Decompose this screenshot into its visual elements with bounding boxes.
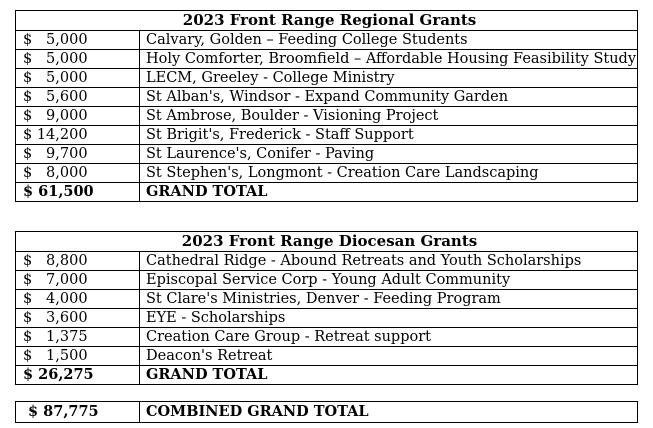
grant-description: St Brigit's, Frederick - Staff Support (140, 126, 638, 145)
table-row (16, 252, 638, 271)
table-row (16, 309, 638, 328)
combined-total-amount: $ 87,775 (16, 402, 140, 423)
grant-description: EYE - Scholarships (140, 309, 638, 328)
table-row (16, 126, 638, 145)
diocesan-total-row (16, 366, 638, 385)
grant-description: St Ambrose, Boulder - Visioning Project (140, 107, 638, 126)
diocesan-total-label: GRAND TOTAL (140, 366, 638, 385)
grant-description: LECM, Greeley - College Ministry (140, 69, 638, 88)
table-row (16, 347, 638, 366)
grant-amount: $ 5,000 (16, 69, 140, 88)
grant-description: Holy Comforter, Broomfield – Affordable Housing Feasibility Study (140, 50, 638, 69)
grant-description: Cathedral Ridge - Abound Retreats and Youth Scholarships (140, 252, 638, 271)
grant-amount: $ 8,000 (16, 164, 140, 183)
regional-total-label: GRAND TOTAL (140, 183, 638, 202)
grant-amount: $ 7,000 (16, 271, 140, 290)
table-title-row (16, 11, 638, 31)
diocesan-grants-table (15, 231, 638, 385)
table-row (16, 50, 638, 69)
regional-total-amount: $ 61,500 (16, 183, 140, 202)
combined-total-label: COMBINED GRAND TOTAL (140, 402, 638, 423)
regional-grants-table (15, 10, 638, 202)
diocesan-grants-title: 2023 Front Range Diocesan Grants (16, 232, 638, 252)
grant-amount: $ 5,000 (16, 50, 140, 69)
grant-amount: $ 8,800 (16, 252, 140, 271)
table-row (16, 145, 638, 164)
table-title-row (16, 232, 638, 252)
regional-grants-title: 2023 Front Range Regional Grants (16, 11, 638, 31)
grant-amount: $ 4,000 (16, 290, 140, 309)
diocesan-grant-rows (16, 252, 638, 366)
grant-amount: $ 5,600 (16, 88, 140, 107)
grant-amount: $ 3,600 (16, 309, 140, 328)
grant-amount: $ 9,000 (16, 107, 140, 126)
table-row (16, 164, 638, 183)
table-row (16, 31, 638, 50)
grant-description: Creation Care Group - Retreat support (140, 328, 638, 347)
table-row (16, 290, 638, 309)
grant-description: St Laurence's, Conifer - Paving (140, 145, 638, 164)
grant-amount: $ 5,000 (16, 31, 140, 50)
grant-amount: $ 1,500 (16, 347, 140, 366)
diocesan-total-amount: $ 26,275 (16, 366, 140, 385)
grant-description: St Alban's, Windsor - Expand Community Garden (140, 88, 638, 107)
grant-description: Calvary, Golden – Feeding College Students (140, 31, 638, 50)
grant-amount: $ 1,375 (16, 328, 140, 347)
table-row (16, 88, 638, 107)
grant-description: St Clare's Ministries, Denver - Feeding Program (140, 290, 638, 309)
grant-description: St Stephen's, Longmont - Creation Care Landscaping (140, 164, 638, 183)
table-row (16, 107, 638, 126)
regional-grant-rows (16, 31, 638, 183)
table-row (16, 69, 638, 88)
grant-description: Deacon's Retreat (140, 347, 638, 366)
table-row (16, 271, 638, 290)
grant-amount: $ 9,700 (16, 145, 140, 164)
combined-total-table (15, 401, 638, 423)
combined-total-row (16, 402, 638, 423)
table-row (16, 328, 638, 347)
regional-total-row (16, 183, 638, 202)
grant-description: Episcopal Service Corp - Young Adult Community (140, 271, 638, 290)
grant-amount: $ 14,200 (16, 126, 140, 145)
